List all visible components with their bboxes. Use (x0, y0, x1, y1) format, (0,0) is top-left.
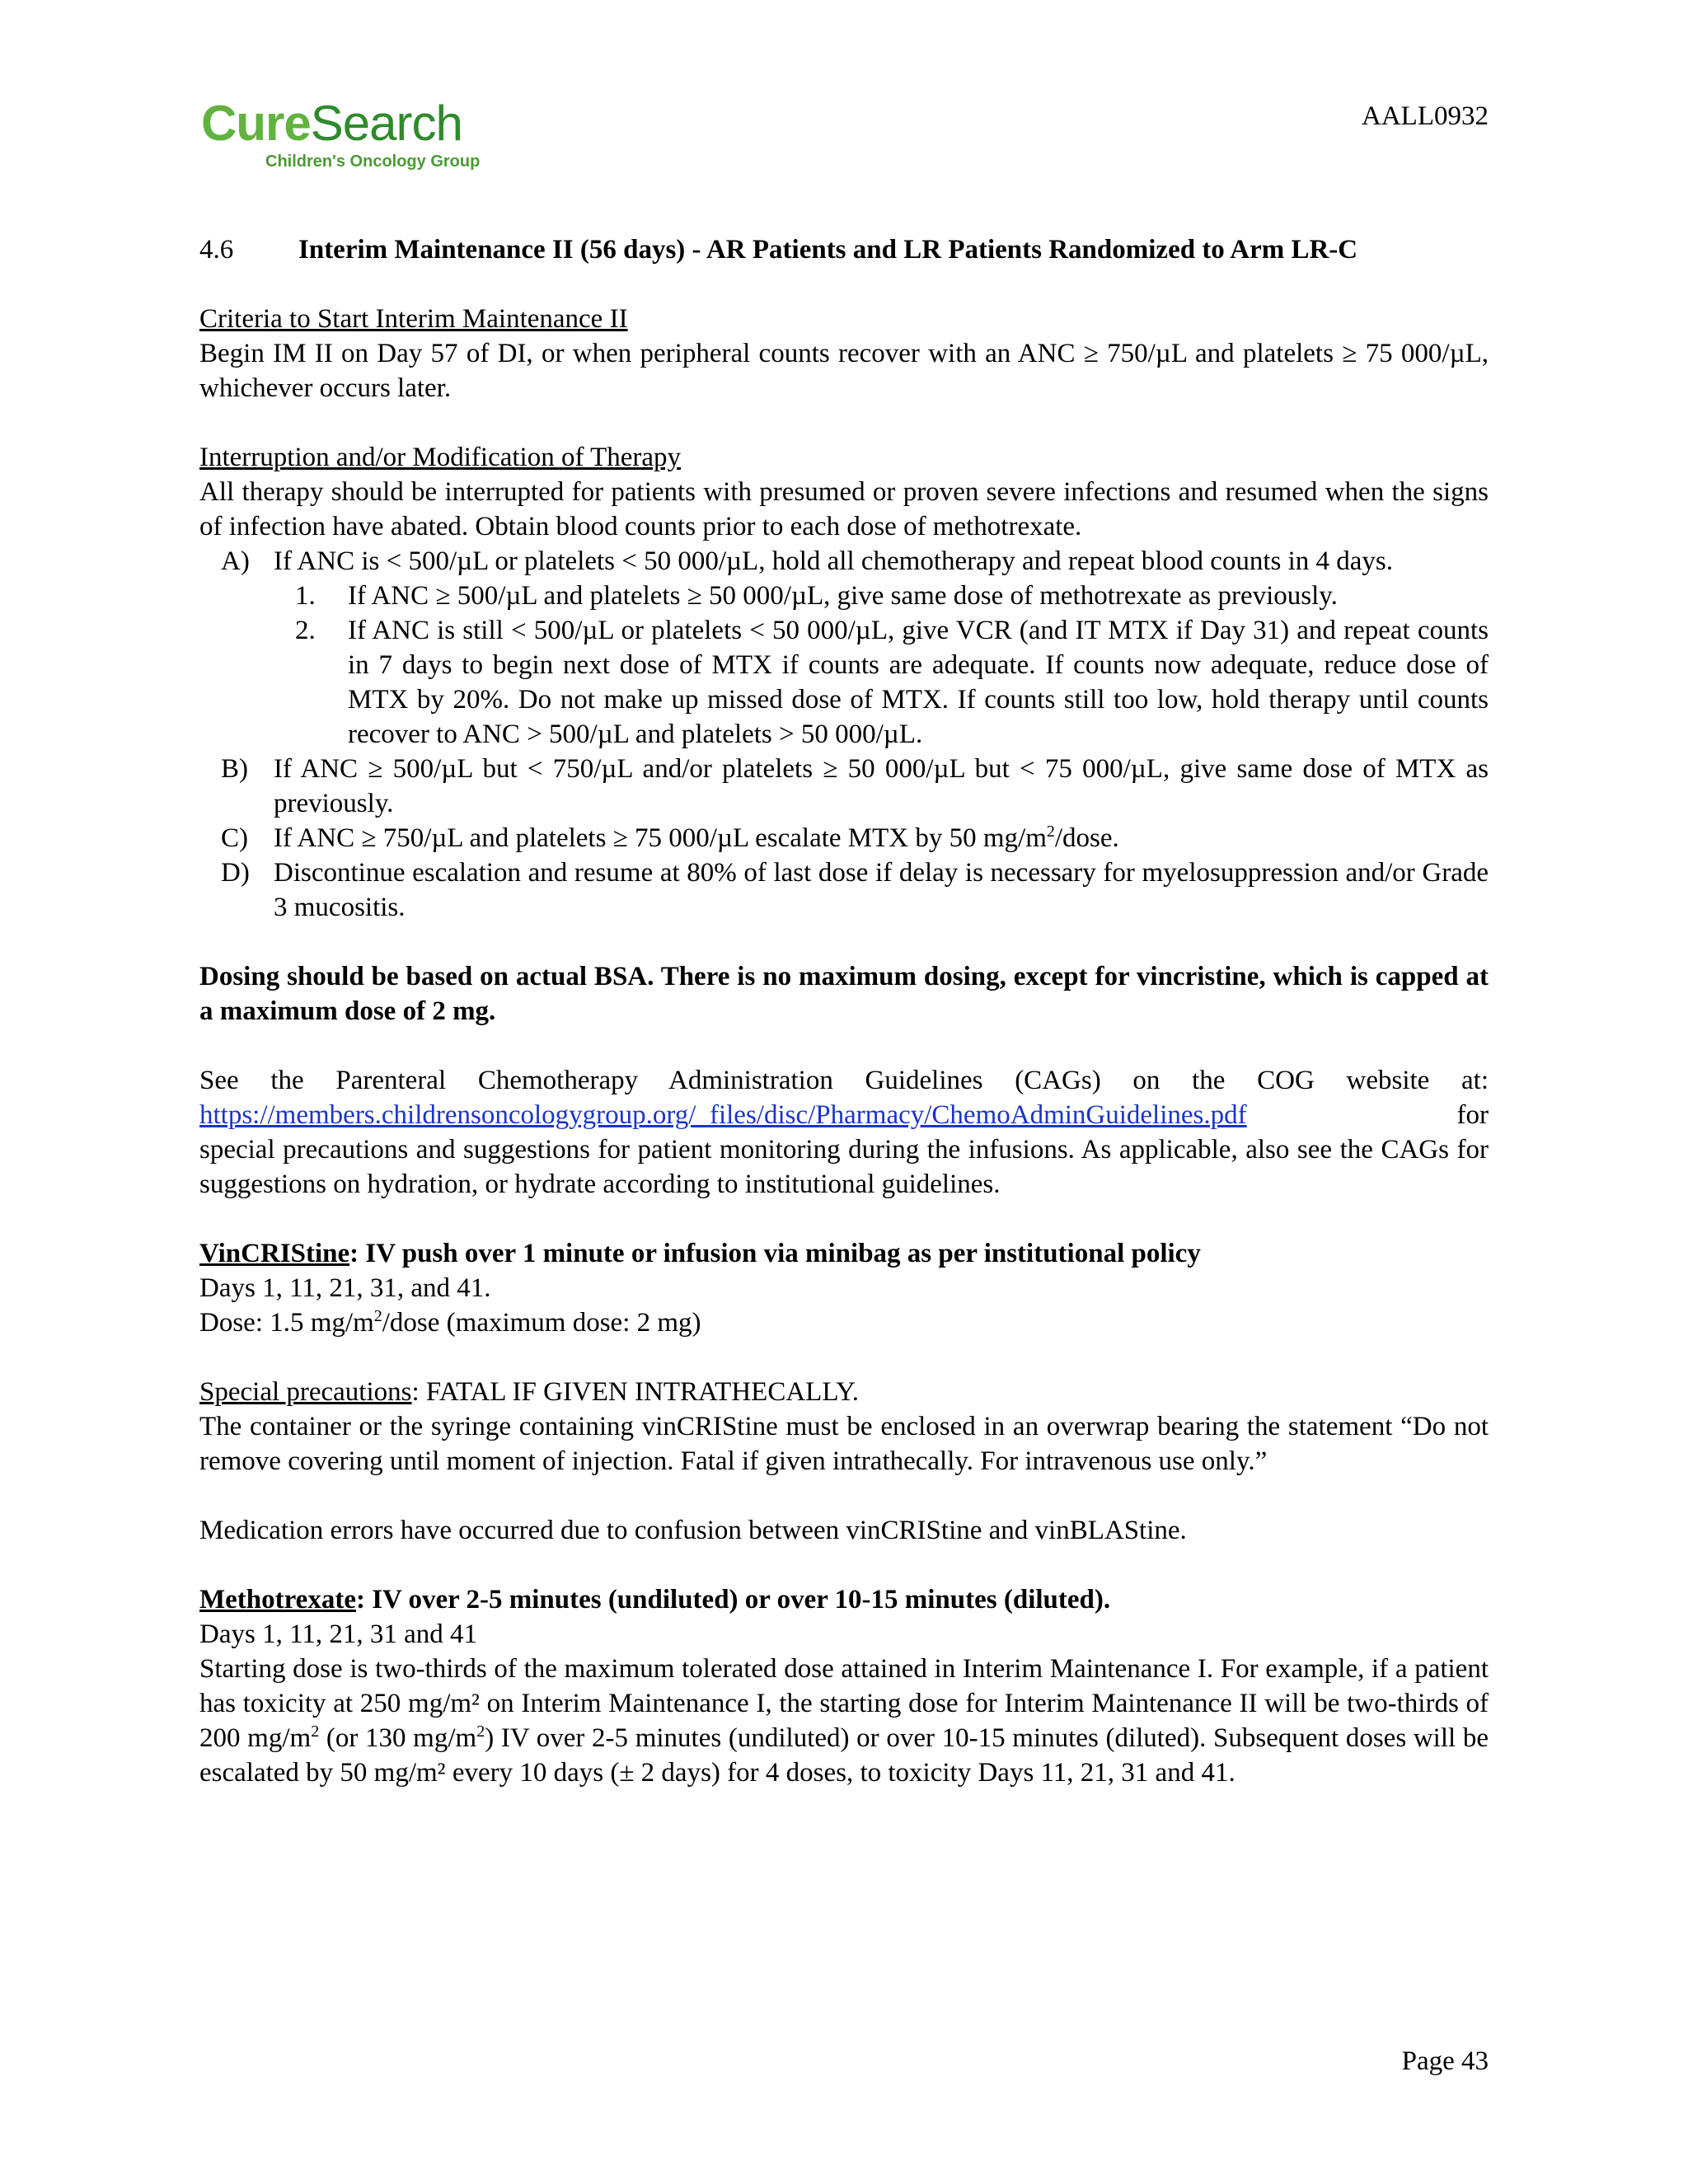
list-marker: B) (221, 754, 248, 784)
dose-post: /dose (maximum dose: 2 mg) (382, 1308, 701, 1338)
vincristine-heading (199, 1236, 1489, 1271)
list-text-post: /dose. (1054, 823, 1119, 853)
criteria-text: Begin IM II on Day 57 of DI, or when peripheral counts recover with an ANC ≥ 750/µL and platelets ≥ 75 000/µL, whichever occurs later. (199, 339, 1489, 403)
methotrexate-days: Days 1, 11, 21, 31 and 41 (199, 1619, 477, 1649)
container-text: The container or the syringe containing vinCRIStine must be enclosed in an overwrap bearing the statement “Do not remove covering until moment of injection. Fatal if given intrathecally. For intravenous use only.” (199, 1412, 1489, 1476)
cags-url-after: for (1456, 1100, 1489, 1130)
logo-cure-text: Cure (201, 96, 311, 151)
section-title: Interim Maintenance II (56 days) - AR Patients and LR Patients Randomized to Arm LR-C (298, 235, 1358, 265)
interruption-text: All therapy should be interrupted for patients with presumed or proven severe infections and resumed when the signs of infection have abated. Obtain blood counts prior to each dose of methotrexate. (199, 477, 1489, 541)
list-text: If ANC is < 500/µL or platelets < 50 000/µL, hold all chemotherapy and repeat blood counts in 4 days. (274, 546, 1394, 576)
list-subitem-1 (199, 579, 1489, 613)
methotrexate-heading (199, 1582, 1489, 1617)
list-item-b (199, 752, 1489, 821)
list-item-c (199, 821, 1489, 855)
cags-text: special precautions and suggestions for patient monitoring during the infusions. As applicable, also see the CAGs for suggestions on hydration, or hydrate according to institutional guidelines. (199, 1135, 1489, 1199)
superscript: 2 (373, 1307, 382, 1325)
interruption-block (199, 440, 1489, 925)
list-item-a (199, 544, 1489, 579)
precautions-label: Special precautions (199, 1377, 412, 1407)
methotrexate-text-a: Starting dose is two-thirds of the maximum tolerated dose attained in Interim Maintenance I. For example, if a patient has toxicity at 250 mg/m² on Interim Maintenance I, the starting dose for Interim Maintenance II will be two-thirds of 200 mg/m (199, 1654, 1489, 1753)
list-marker: 1. (295, 581, 316, 611)
list-text: Discontinue escalation and resume at 80% of last dose if delay is necessary for myelosuppression and/or Grade 3 mucositis. (274, 858, 1489, 922)
section-heading (199, 232, 1489, 267)
methotrexate-text (199, 1652, 1489, 1790)
methotrexate-text-c: ) IV over 2-5 minutes (undiluted) or over 10-15 minutes (diluted). Subsequent doses will be escalated by 50 mg/m² every 10 days (± 2 days) for 4 doses, to toxicity Days 11, 21, 31 and 41. (199, 1723, 1489, 1788)
methotrexate-admin: : IV over 2-5 minutes (undiluted) or over 10-15 minutes (diluted). (355, 1585, 1111, 1615)
vincristine-admin: : IV push over 1 minute or infusion via minibag as per institutional policy (349, 1239, 1201, 1268)
methotrexate-text-b: (or 130 mg/m (319, 1723, 477, 1753)
section-number: 4.6 (199, 235, 234, 265)
list-text: If ANC ≥ 500/µL and platelets ≥ 50 000/µL, give same dose of methotrexate as previously. (348, 581, 1338, 611)
logo-subtitle: Children's Oncology Group (265, 152, 481, 171)
medication-errors-text: Medication errors have occurred due to confusion between vinCRIStine and vinBLAStine. (199, 1516, 1187, 1545)
vincristine-name: VinCRIStine (199, 1239, 350, 1268)
precautions-text: : FATAL IF GIVEN INTRATHECALLY. (411, 1377, 860, 1407)
vincristine-dose (199, 1305, 1489, 1340)
criteria-block (199, 302, 1489, 405)
logo-search-text: Search (310, 96, 462, 151)
curesearch-logo (201, 97, 547, 180)
vincristine-block (199, 1236, 1489, 1340)
cags-intro: See the Parenteral Chemotherapy Administration Guidelines (CAGs) on the COG website at: (199, 1066, 1489, 1095)
methotrexate-name: Methotrexate (199, 1585, 356, 1615)
methotrexate-block (199, 1582, 1489, 1790)
superscript: 2 (1046, 823, 1055, 841)
list-text: If ANC is still < 500/µL or platelets < 50 000/µL, give VCR (and IT MTX if Day 31) and repeat counts in 7 days to begin next dose of MTX if counts are adequate. If counts now adequate, reduce dose of MTX by 20%. Do not make up missed dose of MTX. If counts still too low, hold therapy until counts recover to ANC > 500/µL and platelets > 50 000/µL. (348, 616, 1489, 749)
document-id: AALL0932 (1362, 101, 1489, 131)
list-text-pre: If ANC ≥ 750/µL and platelets ≥ 75 000/µL escalate MTX by 50 mg/m (274, 823, 1047, 853)
page-content (199, 232, 1489, 1790)
precautions-line (199, 1375, 1489, 1409)
superscript: 2 (311, 1722, 320, 1741)
page-number: Page 43 (1401, 2046, 1489, 2076)
logo-wordmark (201, 97, 547, 150)
cags-url-row (199, 1098, 1489, 1132)
dosing-note: Dosing should be based on actual BSA. There is no maximum dosing, except for vincristine, which is capped at a maximum dose of 2 mg. (199, 962, 1489, 1026)
cags-guidelines-link[interactable]: https://members.childrensoncologygroup.org/_files/disc/Pharmacy/ChemoAdminGuidelines.pdf (199, 1100, 1247, 1130)
list-marker: 2. (295, 616, 316, 645)
vincristine-days: Days 1, 11, 21, 31, and 41. (199, 1273, 491, 1303)
criteria-heading: Criteria to Start Interim Maintenance II (199, 304, 628, 334)
precautions-block (199, 1375, 1489, 1479)
list-item-d (199, 855, 1489, 925)
list-marker: C) (221, 823, 248, 853)
cags-block (199, 1063, 1489, 1202)
list-text (274, 821, 1489, 855)
interruption-heading: Interruption and/or Modification of Therapy (199, 443, 682, 472)
list-subitem-2 (199, 613, 1489, 752)
list-text: If ANC ≥ 500/µL but < 750/µL and/or platelets ≥ 50 000/µL but < 75 000/µL, give same dose of MTX as previously. (274, 754, 1489, 818)
dose-pre: Dose: 1.5 mg/m (199, 1308, 374, 1338)
list-marker: D) (221, 858, 250, 888)
superscript: 2 (476, 1722, 485, 1741)
list-marker: A) (221, 546, 250, 576)
